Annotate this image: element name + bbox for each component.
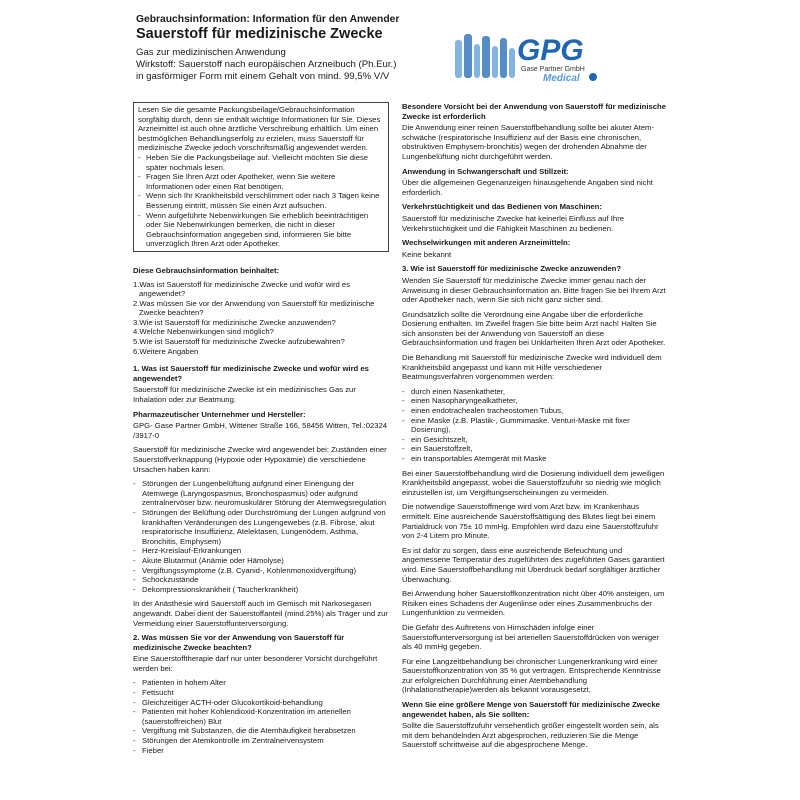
right-column [402, 102, 670, 755]
dosing-text-1: Bei einer Sauerstoffbehandlung wird die Dosierung individuell dem jeweiligen Krankheitsbild angepasst, wobei die Sauerstoffzufuhr so niedrig wie möglich einzustellen ist, um Vergiftungserscheinungen zu vermeiden. [402, 468, 665, 497]
precaution-item: - Patienten mit hoher Kohlendioxid-Konzentration im arteriellen (sauerstoffreichen) Blut [133, 707, 389, 726]
document-header [136, 14, 436, 83]
precaution-item: - Gleichzeitiger ACTH-oder Glucokortikoid-behandlung [133, 698, 389, 708]
subtitle-line-2: Wirkstoff: Sauerstoff nach europäischen Arzneibuch (Ph.Eur.) [136, 59, 397, 70]
cause-item: - Schockzustände [133, 575, 389, 585]
indication-text: Sauerstoff für medizinische Zwecke wird angewendet bei: Zuständen einer Sauerstoffverknappung (Hypoxie oder Hypoxämie) die verschiedene Ursachen haben kann: [133, 445, 387, 474]
dosing-text-3: Es ist dafür zu sorgen, dass eine ausreichende Befeuchtung und angemessene Temperatur des zugeführten des zugeführten Gases garantiert wird. Eine Sauerstoffbehandlung mit Überdruck bedarf sorgfältiger ärztlicher Überwachung. [402, 545, 665, 584]
caution-text: Die Anwendung einer reinen Sauerstoffbehandlung sollte bei akuter Atem-schwäche (respiratorische Insuffizienz auf der Basis eine chronischen, obstruktiven Emphysem-bronchitis) wegen der drohenden Abnahme der Lungenbelüftung nicht durchgeführt werden. [402, 123, 655, 161]
cause-item: - Dekompressionskrankheit ( Taucherkrankheit) [133, 585, 389, 595]
device-item: - eine Maske (z.B. Plastik-, Gummimaske. Venturi-Maske mit fixer Dosierung), [402, 416, 670, 435]
device-item: - ein Gesichtszelt, [402, 435, 670, 445]
subtitle-line-1: Gas zur medizinischen Anwendung [136, 47, 286, 58]
logo-division: Medical [543, 73, 580, 84]
dosing-text-2: Die notwendige Sauerstoffmenge wird vom Arzt bzw. im Krankenhaus ermittelt. Eine ausreichende Sauerstoffsättigung des Blutes liegt bei einem Partialdruck von 75± 10 mmHg. Empfohlen wird dazu eine Sauerstoffzufuhr von 2-4 Litern pro Minute. [402, 502, 659, 541]
driving-text: Sauerstoff für medizinische Zwecke hat keinerlei Einfluss auf Ihre Verkehrstüchtigkeit und die Fähigkeit Maschinen zu bedienen. [402, 213, 625, 233]
manufacturer-heading: Pharmazeutischer Unternehmer und Hersteller: [133, 409, 306, 419]
manufacturer-text: GPG- Gase Partner GmbH, Wittener Straße 166, 58456 Witten, Tel.:02324 /3917-0 [133, 421, 388, 440]
device-item: - durch einen Nasenkatheter, [402, 387, 670, 397]
section-3-text-1: Wenden Sie Sauerstoff für medizinische Zwecke immer genau nach der Anweisung in dieser Gebrauchsinformation an. Bitte fragen Sie bei Ihrem Arzt oder Apotheker nach, wenn Sie sich nicht ganz sicher sind. [402, 275, 666, 305]
section-1-heading: 1. Was ist Sauerstoff für medizinische Zwecke und wofür wird es angewendet? [133, 364, 369, 383]
dosing-text-6: Für eine Langzeitbehandlung bei chronischer Lungenerkrankung wird einer Sauerstoffkonzentration von 35 % gut vertragen. Entsprechende Kenntnisse zur erfolgreichen Durchführung einer Atembehandlung (Inhalationstherapie)werden als bekannt vorausgesetzt. [402, 656, 661, 695]
section-3-text-2: Grundsätzlich sollte die Verordnung eine Angabe über die erforderliche Dosierung enthalten. Im Zweifel fragen Sie bitte beim Arzt nach! Halten Sie sich ansonsten bei der Anwendung von Sauerstoff an diese Gebrauchsinformation und fragen bei Unklarheiten Ihren Arzt oder Apotheker. [402, 309, 666, 348]
notice-list [138, 153, 384, 249]
precaution-item: - Störungen der Atemkontrolle im Zentralnervensystem [133, 736, 389, 746]
document-title: Sauerstoff für medizinische Zwecke [136, 26, 383, 42]
section-2-text: Eine Sauerstofftherapie darf nur unter besonderer Vorsicht durchgeführt werden bei: [133, 654, 378, 673]
precaution-item: - Fieber [133, 746, 389, 756]
left-column [133, 102, 389, 755]
header-line: Gebrauchsinformation: Information für den Anwender [136, 14, 400, 25]
interactions-text: Keine bekannt [402, 249, 452, 259]
device-item: - ein transportables Atemgerät mit Maske [402, 454, 670, 464]
anaesthesia-text: In der Anästhesie wird Sauerstoff auch im Gemisch mit Narkosegasen angewandt. Dabei dient der Sauerstoffanteil (mind.25%) als Träger und zur Vermeidung einer Sauerstoffunterversorgung. [133, 599, 388, 628]
toc-item: 2.Was müssen Sie vor der Anwendung von Sauerstoff für medizinische Zwecke beachten? [133, 298, 375, 318]
subtitle-line-3: in gasförmiger Form mit einem Gehalt von mind. 99,5% V/V [136, 71, 390, 82]
device-item: - einen Nasopharyngealkatheter, [402, 396, 670, 406]
devices-list [402, 387, 670, 464]
dosing-text-5: Die Gefahr des Auftretens von Hirnschäden infolge einer Sauerstoffunterversorgung ist bei arteriellen Sauerstoffdrücken von weniger als 40 mmHg gegeben. [402, 622, 659, 652]
toc-item: 3.Wie ist Sauerstoff für medizinische Zwecke anzuwenden? [133, 317, 336, 327]
gas-cylinders-icon [455, 34, 515, 78]
notice-text: Lesen Sie die gesamte Packungsbeilage/Gebrauchsinformation sorgfältig durch, denn sie enthält wichtige Informationen für Sie. Dieses Arzneimittel ist auch ohne ärztliche Verschreibung erhältlich. Um einen bestmöglichen Behandlungserfolg zu erzielen, muss Sauerstoff für medizinische Zwecke jedoch vorschriftsmäßig angewendet werden. [138, 105, 381, 153]
notice-item: - Fragen Sie Ihren Arzt oder Apotheker, wenn Sie weitere Informationen oder einen Rat benötigen. [138, 172, 384, 191]
driving-heading: Verkehrstüchtigkeit und das Bedienen von Maschinen: [402, 202, 602, 212]
precautions-list [133, 678, 389, 755]
toc-item: 4.Welche Nebenwirkungen sind möglich? [133, 327, 274, 337]
device-item: - ein Sauerstoffzelt, [402, 444, 670, 454]
section-2-heading: 2. Was müssen Sie vor der Anwendung von Sauerstoff für medizinische Zwecke beachten? [133, 633, 345, 652]
person-icon [589, 73, 597, 81]
section-1-text: Sauerstoff für medizinische Zwecke ist ein medizinisches Gas zur Inhalation oder zur Beatmung. [133, 385, 356, 405]
cause-item: - Akute Blutarmut (Anämie oder Hämolyse) [133, 556, 389, 566]
toc-item: 1.Was ist Sauerstoff für medizinische Zwecke und wofür wird es angewendet? [133, 279, 351, 299]
precaution-item: - Vergiftung mit Substanzen, die die Atemhäufigkeit herabsetzen [133, 726, 389, 736]
cause-item: - Vergiftungssymptome (z.B. Cyanid-, Kohlenmonoxidvergiftung) [133, 566, 389, 576]
cause-item: - Herz-Kreislauf-Erkrankungen [133, 546, 389, 556]
notice-box [133, 102, 389, 252]
logo-brand: GPG [517, 34, 584, 67]
toc-item: 5.Wie ist Sauerstoff für medizinische Zwecke aufzubewahren? [133, 337, 345, 347]
caution-heading: Besondere Vorsicht bei der Anwendung von Sauerstoff für medizinische Zwecke ist erforderlich [402, 102, 666, 121]
cause-item: - Störungen der Belüftung oder Durchströmung der Lungen aufgrund von krankhaften Veränderungen des Lungengewebes (z.B. Fibrose, akut respiratorische Insuffizienz, Atelektasen, Lungenödem, Asthma, Bronchitis, Emphysem) [133, 508, 389, 546]
logo-company: Gase Partner GmbH [521, 66, 585, 73]
interactions-heading: Wechselwirkungen mit anderen Arzneimitteln: [402, 238, 571, 248]
toc-item: 6.Weitere Angaben [133, 346, 199, 356]
cause-item: - Störungen der Lungenbelüftung aufgrund einer Einengung der Atemwege (Laryngospasmus, Bronchospasmus) oder aufgrund zentralnervöser bzw. neuromuskulärer Störung der Atemwegsregulation [133, 479, 389, 508]
section-3-heading: 3. Wie ist Sauerstoff für medizinische Zwecke anzuwenden? [402, 264, 622, 274]
pregnancy-text: Über die allgemeinen Gegenanzeigen hinausgehende Angaben sind nicht erforderlich. [402, 178, 653, 197]
overdose-text: Sollte die Sauerstoffzufuhr versehentlich größer eingestellt worden sein, als mit dem behandelnden Arzt abgesprochen, reduzieren Sie die Menge Sauerstoff schrittweise auf die abgesprochene Menge. [402, 721, 659, 750]
precaution-item: - Fettsucht [133, 688, 389, 698]
precaution-item: - Patienten in hohem Alter [133, 678, 389, 688]
table-of-contents [133, 280, 389, 357]
section-3-text-3: Die Behandlung mit Sauerstoff für medizinische Zwecke wird individuell dem Krankheitsbild angepasst und kann mit Hilfe verschiedener Beatmungsverfahren vorgenommen werden: [402, 353, 662, 382]
pregnancy-heading: Anwendung in Schwangerschaft und Stillzeit: [402, 166, 569, 176]
overdose-heading: Wenn Sie eine größere Menge von Sauerstoff für medizinische Zwecke angewendet haben, als Sie sollten: [402, 700, 660, 719]
device-item: - einen endotrachealen tracheostomen Tubus, [402, 406, 670, 416]
causes-list [133, 479, 389, 594]
notice-item: - Wenn sich Ihr Krankheitsbild verschlimmert oder nach 3 Tagen keine Besserung eintritt, müssen Sie einen Arzt aufsuchen. [138, 191, 384, 210]
header-subtitle [136, 47, 436, 83]
notice-item: - Heben Sie die Packungsbeilage auf. Vielleicht möchten Sie diese später nochmals lesen. [138, 153, 384, 172]
dosing-text-4: Bei Anwendung hoher Sauerstoffkonzentration nicht über 40% ansteigen, um Risiken eines Schadens der Augenlinse oder eines Zusammenbruchs der Lungenfunktion zu vermeiden. [402, 589, 665, 618]
gpg-logo [451, 26, 601, 86]
toc-heading: Diese Gebrauchsinformation beinhaltet: [133, 265, 280, 275]
notice-item: - Wenn aufgeführte Nebenwirkungen Sie erheblich beeinträchtigen oder Sie Nebenwirkungen bemerken, die nicht in dieser Gebrauchsinformation angegeben sind, informieren Sie bitte unverzüglich Ihren Arzt oder Apotheker. [138, 211, 384, 249]
